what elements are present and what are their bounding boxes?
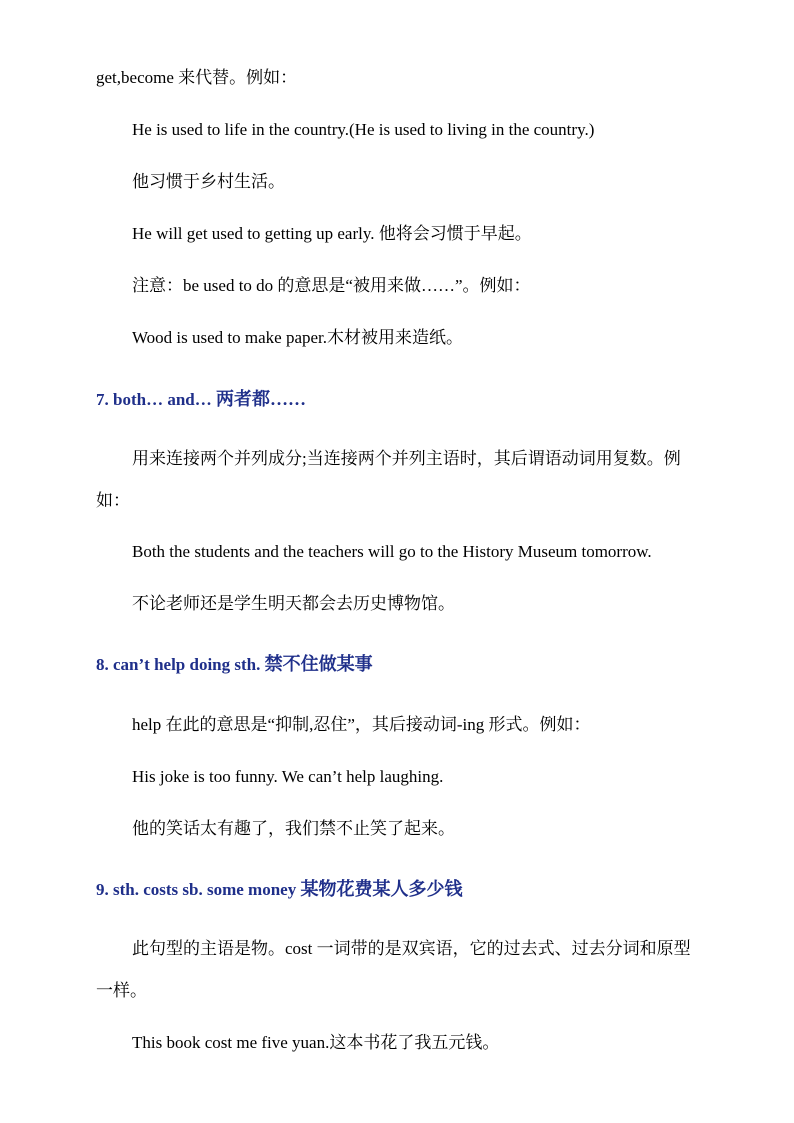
explanation-line: 如： <box>96 491 130 510</box>
heading-meaning: 禁不住做某事 <box>264 654 373 674</box>
explanation-line: 此句型的主语是物。cost 一词带的是双宾语，它的过去式、过去分词和原型 <box>132 939 691 958</box>
note-line: 注意：be used to do 的意思是“被用来做……”。例如： <box>132 276 531 295</box>
explanation-line: 一样。 <box>96 981 147 1000</box>
translation-line: 不论老师还是学生明天都会去历史博物馆。 <box>132 594 455 613</box>
explanation-line: help 在此的意思是“抑制,忍住”，其后接动词-ing 形式。例如： <box>132 715 591 734</box>
heading-phrase: 9. sth. costs sb. some money <box>96 880 297 899</box>
heading-meaning: 某物花费某人多少钱 <box>300 879 463 899</box>
example-sentence: Both the students and the teachers will go to the History Museum tomorrow. <box>132 542 652 561</box>
section-heading-7 <box>96 387 306 412</box>
section-heading-8 <box>96 652 373 677</box>
heading-meaning: 两者都…… <box>215 389 306 409</box>
example-sentence: He will get used to getting up early. 他将会习惯于早起。 <box>132 224 532 243</box>
translation-line: 他的笑话太有趣了，我们禁不止笑了起来。 <box>132 819 455 838</box>
heading-phrase: 8. can’t help doing sth. <box>96 655 261 674</box>
example-sentence: He is used to life in the country.(He is used to living in the country.) <box>132 120 595 139</box>
example-sentence: This book cost me five yuan.这本书花了我五元钱。 <box>132 1033 500 1052</box>
example-sentence: Wood is used to make paper.木材被用来造纸。 <box>132 328 464 347</box>
section-heading-9 <box>96 877 462 902</box>
example-sentence: His joke is too funny. We can’t help laughing. <box>132 767 444 786</box>
text-line: get,become 来代替。例如： <box>96 68 298 87</box>
heading-phrase: 7. both… and… <box>96 390 212 409</box>
explanation-line: 用来连接两个并列成分;当连接两个并列主语时，其后谓语动词用复数。例 <box>132 449 681 468</box>
translation-line: 他习惯于乡村生活。 <box>132 172 285 191</box>
